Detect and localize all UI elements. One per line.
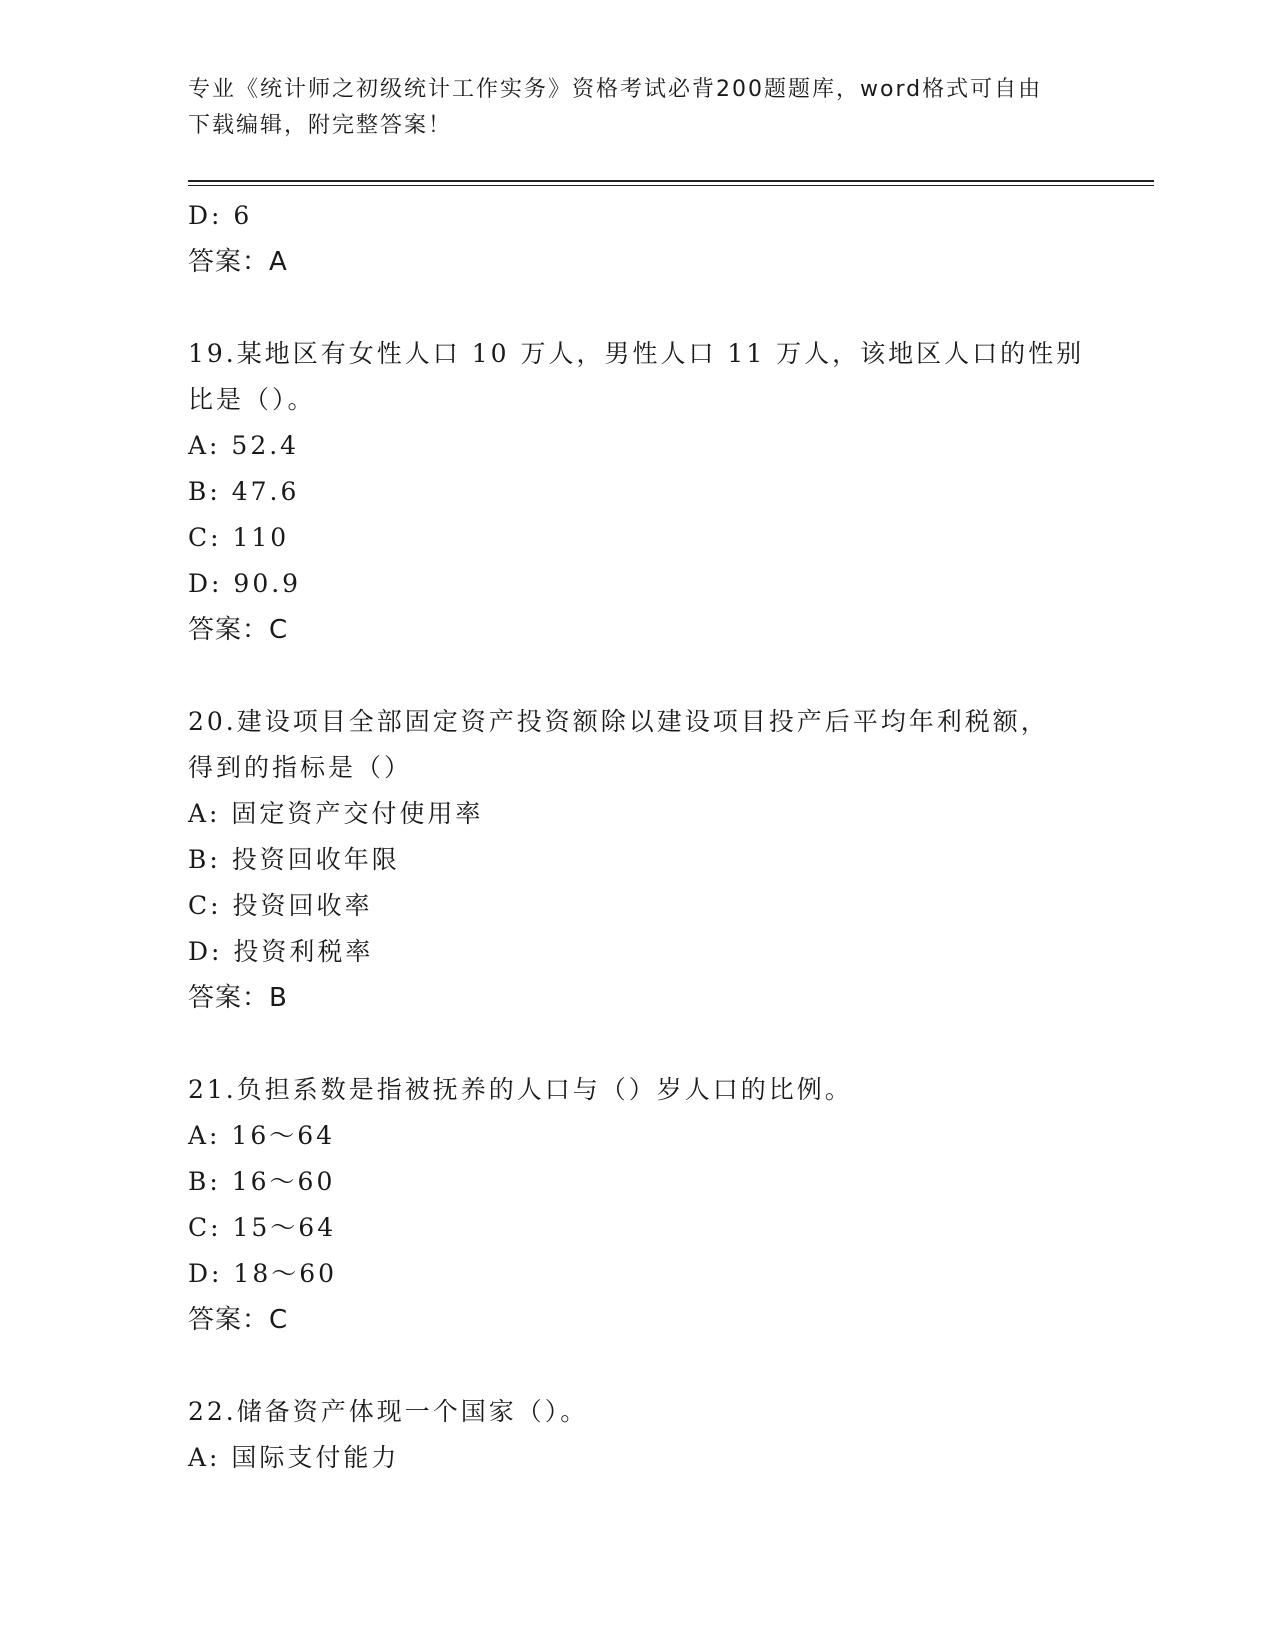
option-d: D: 6 [188,201,253,230]
option-a: A: 16～64 [188,1121,336,1150]
option-b: B: 投资回收年限 [188,845,400,874]
option-b: B: 47.6 [188,477,300,506]
header-divider-thin [188,185,1154,186]
option-a: A: 国际支付能力 [188,1443,400,1472]
option-d: D: 投资利税率 [188,937,374,966]
question-text-cont: 得到的指标是（） [188,753,413,782]
header-line-1: 专业《统计师之初级统计工作实务》资格考试必背200题题库，word格式可自由 [188,77,1043,102]
option-a: A: 固定资产交付使用率 [188,799,484,828]
answer: 答案：C [188,615,289,645]
document-body [188,193,1088,1481]
question-text: 21.负担系数是指被抚养的人口与（）岁人口的比例。 [188,1075,853,1104]
option-d: D: 18～60 [188,1259,338,1288]
question-19 [188,331,1088,653]
question-text-cont: 比是（）。 [188,385,316,414]
option-c: C: 110 [188,523,290,552]
answer: 答案：A [188,247,288,277]
header-line-2: 下载编辑，附完整答案！ [188,113,453,138]
continued-question [188,193,1088,285]
answer: 答案：B [188,983,288,1013]
question-21 [188,1067,1088,1343]
option-b: B: 16～60 [188,1167,336,1196]
question-text: 20.建设项目全部固定资产投资额除以建设项目投产后平均年利税额， [188,707,1049,736]
option-d: D: 90.9 [188,569,302,598]
answer: 答案：C [188,1305,289,1335]
question-text: 19.某地区有女性人口 10 万人，男性人口 11 万人，该地区人口的性别 [188,339,1085,368]
option-c: C: 15～64 [188,1213,337,1242]
page-header [188,72,1068,144]
question-22 [188,1389,1088,1481]
option-a: A: 52.4 [188,431,300,460]
question-20 [188,699,1088,1021]
option-c: C: 投资回收率 [188,891,373,920]
header-divider [188,180,1154,182]
question-text: 22.储备资产体现一个国家（）。 [188,1397,589,1426]
